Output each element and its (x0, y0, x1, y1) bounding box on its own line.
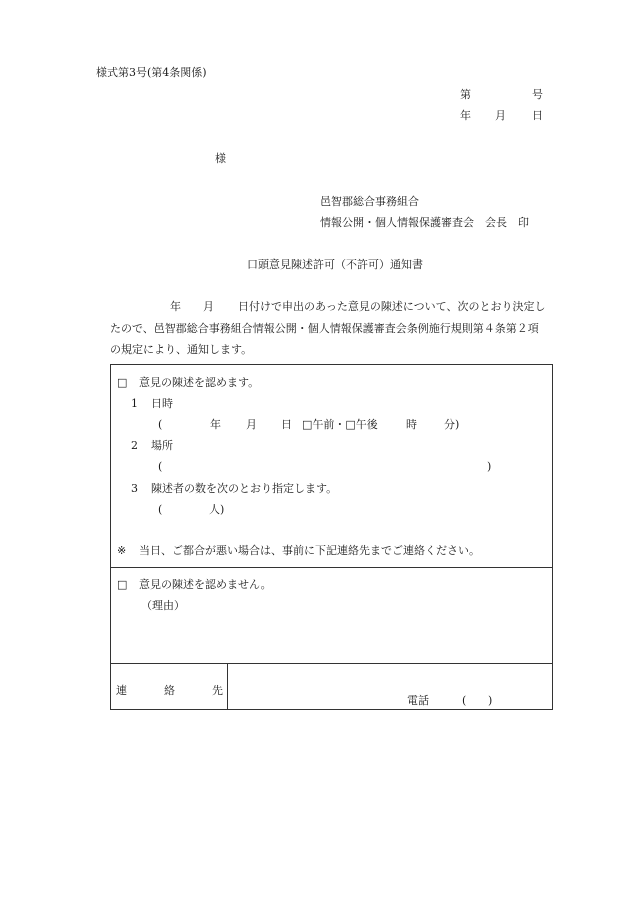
form-number: 様式第3号(第4条関係) (96, 66, 207, 79)
item3-number: 3 (131, 482, 138, 495)
item1-number: 1 (131, 397, 138, 410)
item3-label: 陳述者の数を次のとおり指定します。 (151, 482, 338, 495)
item1-minute: 分) (444, 418, 460, 431)
item1-hour: 時 (406, 418, 417, 431)
phone-close: ) (488, 694, 493, 707)
item1-month: 月 (246, 418, 257, 431)
phone-label: 電話 (407, 694, 429, 707)
approve-heading: 意見の陳述を認めます。 (139, 376, 260, 389)
phone-open: ( (462, 694, 467, 707)
form-box (110, 364, 553, 710)
body-month: 月 (203, 300, 214, 313)
deny-heading: 意見の陳述を認めません。 (139, 578, 272, 591)
body-year: 年 (170, 300, 181, 313)
approve-checkbox[interactable]: □ (117, 376, 128, 389)
date-day: 日 (532, 109, 543, 122)
deny-checkbox[interactable]: □ (117, 578, 128, 591)
note-mark: ※ (117, 544, 127, 557)
item1-label: 日時 (151, 397, 173, 410)
note-text: 当日、ご都合が悪い場合は、事前に下記連絡先までご連絡ください。 (139, 544, 480, 557)
contact-column-divider (227, 663, 228, 710)
deny-reason: （理由） (141, 599, 185, 612)
issuer-committee: 情報公開・個人情報保護審査会 会長 印 (320, 216, 529, 229)
contact-label-2: 絡 (164, 684, 175, 697)
contact-label-1: 連 (116, 684, 127, 697)
item2-number: 2 (131, 439, 138, 452)
body-line2: たので、邑智郡総合事務組合情報公開・個人情報保護審査会条例施行規則第４条第２項 (110, 322, 539, 335)
contact-label-3: 先 (212, 684, 223, 697)
item1-day: 日 (281, 418, 292, 431)
date-year: 年 (460, 109, 471, 122)
item3-close: 人) (209, 503, 225, 516)
doc-number-dai: 第 (460, 88, 471, 101)
item1-year: 年 (210, 418, 221, 431)
doc-number-go: 号 (532, 88, 543, 101)
contact-divider (111, 663, 552, 664)
addressee-suffix: 様 (215, 152, 226, 165)
body-line3: の規定により、通知します。 (110, 343, 253, 356)
document-title: 口頭意見陳述許可（不許可）通知書 (247, 258, 423, 271)
item2-label: 場所 (151, 439, 173, 452)
item2-close: ) (487, 460, 492, 473)
date-month: 月 (495, 109, 506, 122)
item1-open: ( (158, 418, 163, 431)
body-line1: 日付けで申出のあった意見の陳述について、次のとおり決定し (238, 300, 546, 313)
item1-ampm[interactable]: □午前・□午後 (302, 418, 378, 431)
item2-open: ( (158, 460, 163, 473)
section-divider (111, 567, 552, 568)
item3-open: ( (158, 503, 163, 516)
issuer-org: 邑智郡総合事務組合 (320, 195, 419, 208)
